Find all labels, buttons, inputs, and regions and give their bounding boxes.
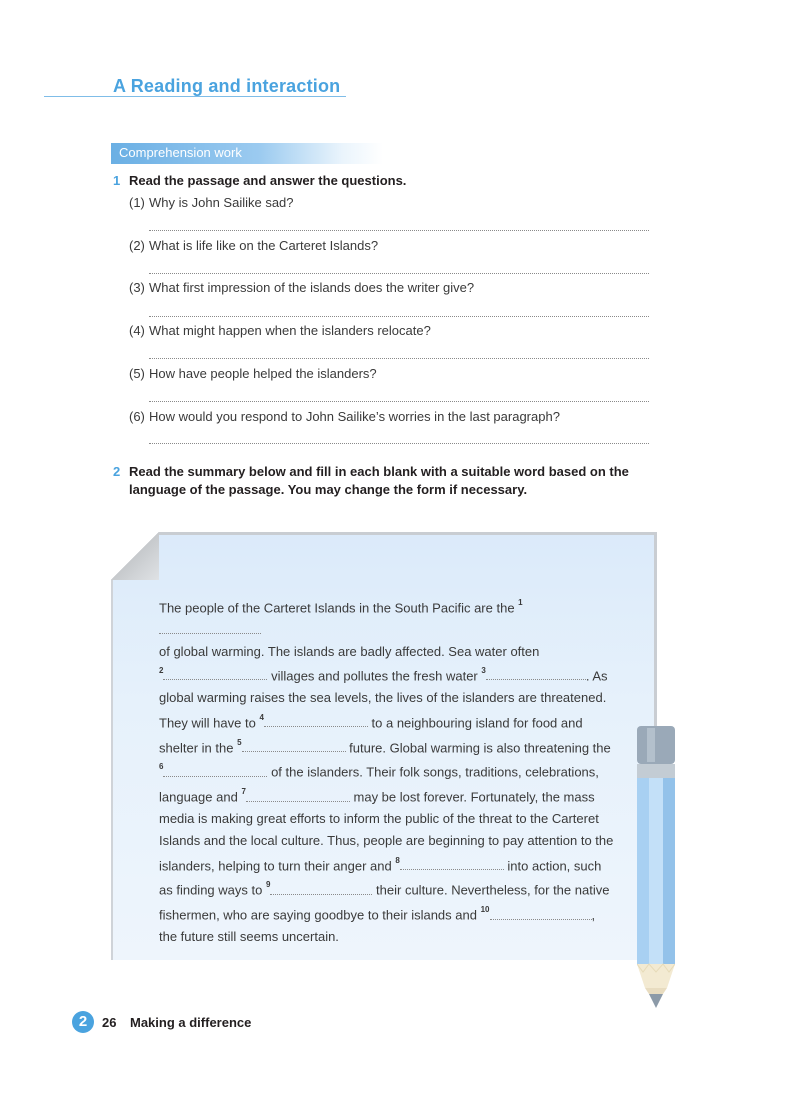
task-2-heading	[113, 463, 629, 499]
answer-line-6[interactable]	[149, 443, 649, 444]
blank-9[interactable]	[270, 883, 372, 895]
unit-badge: 2	[72, 1011, 94, 1033]
page-number: 26	[102, 1015, 117, 1030]
answer-line-3[interactable]	[149, 316, 649, 317]
summary-text: The people of the Carteret Islands in the South Pacific are the $^1$ of global warming. The islands are badly affected. Sea water often $^2$ villages and pollutes the fresh water $^3$ . As global warming raises the sea levels, the lives of the islanders are threatened. They will have to $^4$ to a neighbouring island for food and shelter in the $^5$ future. Global warming is also threatening the $^6$ of the islanders. Their folk songs, traditions, celebrations, language and $^7$ may be lost forever. Fortunately, the mass media is making great efforts to inform the public of the threat to the Carteret Islands and the local culture. Thus, people are beginning to pay attention to the islanders, helping to turn their anger and $^8$ into action, such as finding ways to $^9$ their culture. Nevertheless, for the native fishermen, who are saying goodbye to their islands and $^{10}$ , the future still seems uncertain.	[159, 598, 614, 945]
answer-line-2[interactable]	[149, 273, 649, 274]
question-2: (2) What is life like on the Carteret Islands?	[129, 238, 379, 253]
summary-paper	[111, 532, 657, 960]
task-1-number: 1	[113, 173, 121, 188]
blank-7[interactable]	[246, 790, 350, 802]
question-5: (5) How have people helped the islanders?	[129, 366, 377, 381]
section-rule	[44, 96, 346, 97]
blank-8[interactable]	[400, 858, 504, 870]
blank-1[interactable]	[159, 622, 261, 634]
answer-line-5[interactable]	[149, 401, 649, 402]
pencil-icon	[637, 726, 675, 1008]
task-2-number: 2	[113, 464, 121, 479]
blank-6[interactable]	[163, 765, 267, 777]
task-1-instruction: Read the passage and answer the questions.	[129, 173, 407, 188]
task-2-instruction: Read the summary below and fill in each blank with a suitable word based on the language of the passage. You may change the form if necessary.	[129, 464, 629, 497]
task-1-heading	[113, 172, 406, 190]
folded-corner	[111, 532, 159, 580]
unit-title: Making a difference	[130, 1015, 252, 1030]
blank-4[interactable]	[264, 715, 368, 727]
answer-line-1[interactable]	[149, 230, 649, 231]
blank-3[interactable]	[486, 668, 586, 680]
blank-2[interactable]	[163, 668, 267, 680]
subsection-title: Comprehension work	[119, 145, 242, 160]
question-4: (4) What might happen when the islanders relocate?	[129, 323, 431, 338]
subsection-banner	[111, 143, 383, 164]
blank-10[interactable]	[490, 908, 592, 920]
question-1: (1) Why is John Sailike sad?	[129, 195, 294, 210]
section-title: A Reading and interaction	[113, 76, 341, 96]
blank-5[interactable]	[242, 740, 346, 752]
question-3: (3) What first impression of the islands does the writer give?	[129, 280, 475, 295]
answer-line-4[interactable]	[149, 358, 649, 359]
question-6: (6) How would you respond to John Sailike’s worries in the last paragraph?	[129, 409, 560, 424]
